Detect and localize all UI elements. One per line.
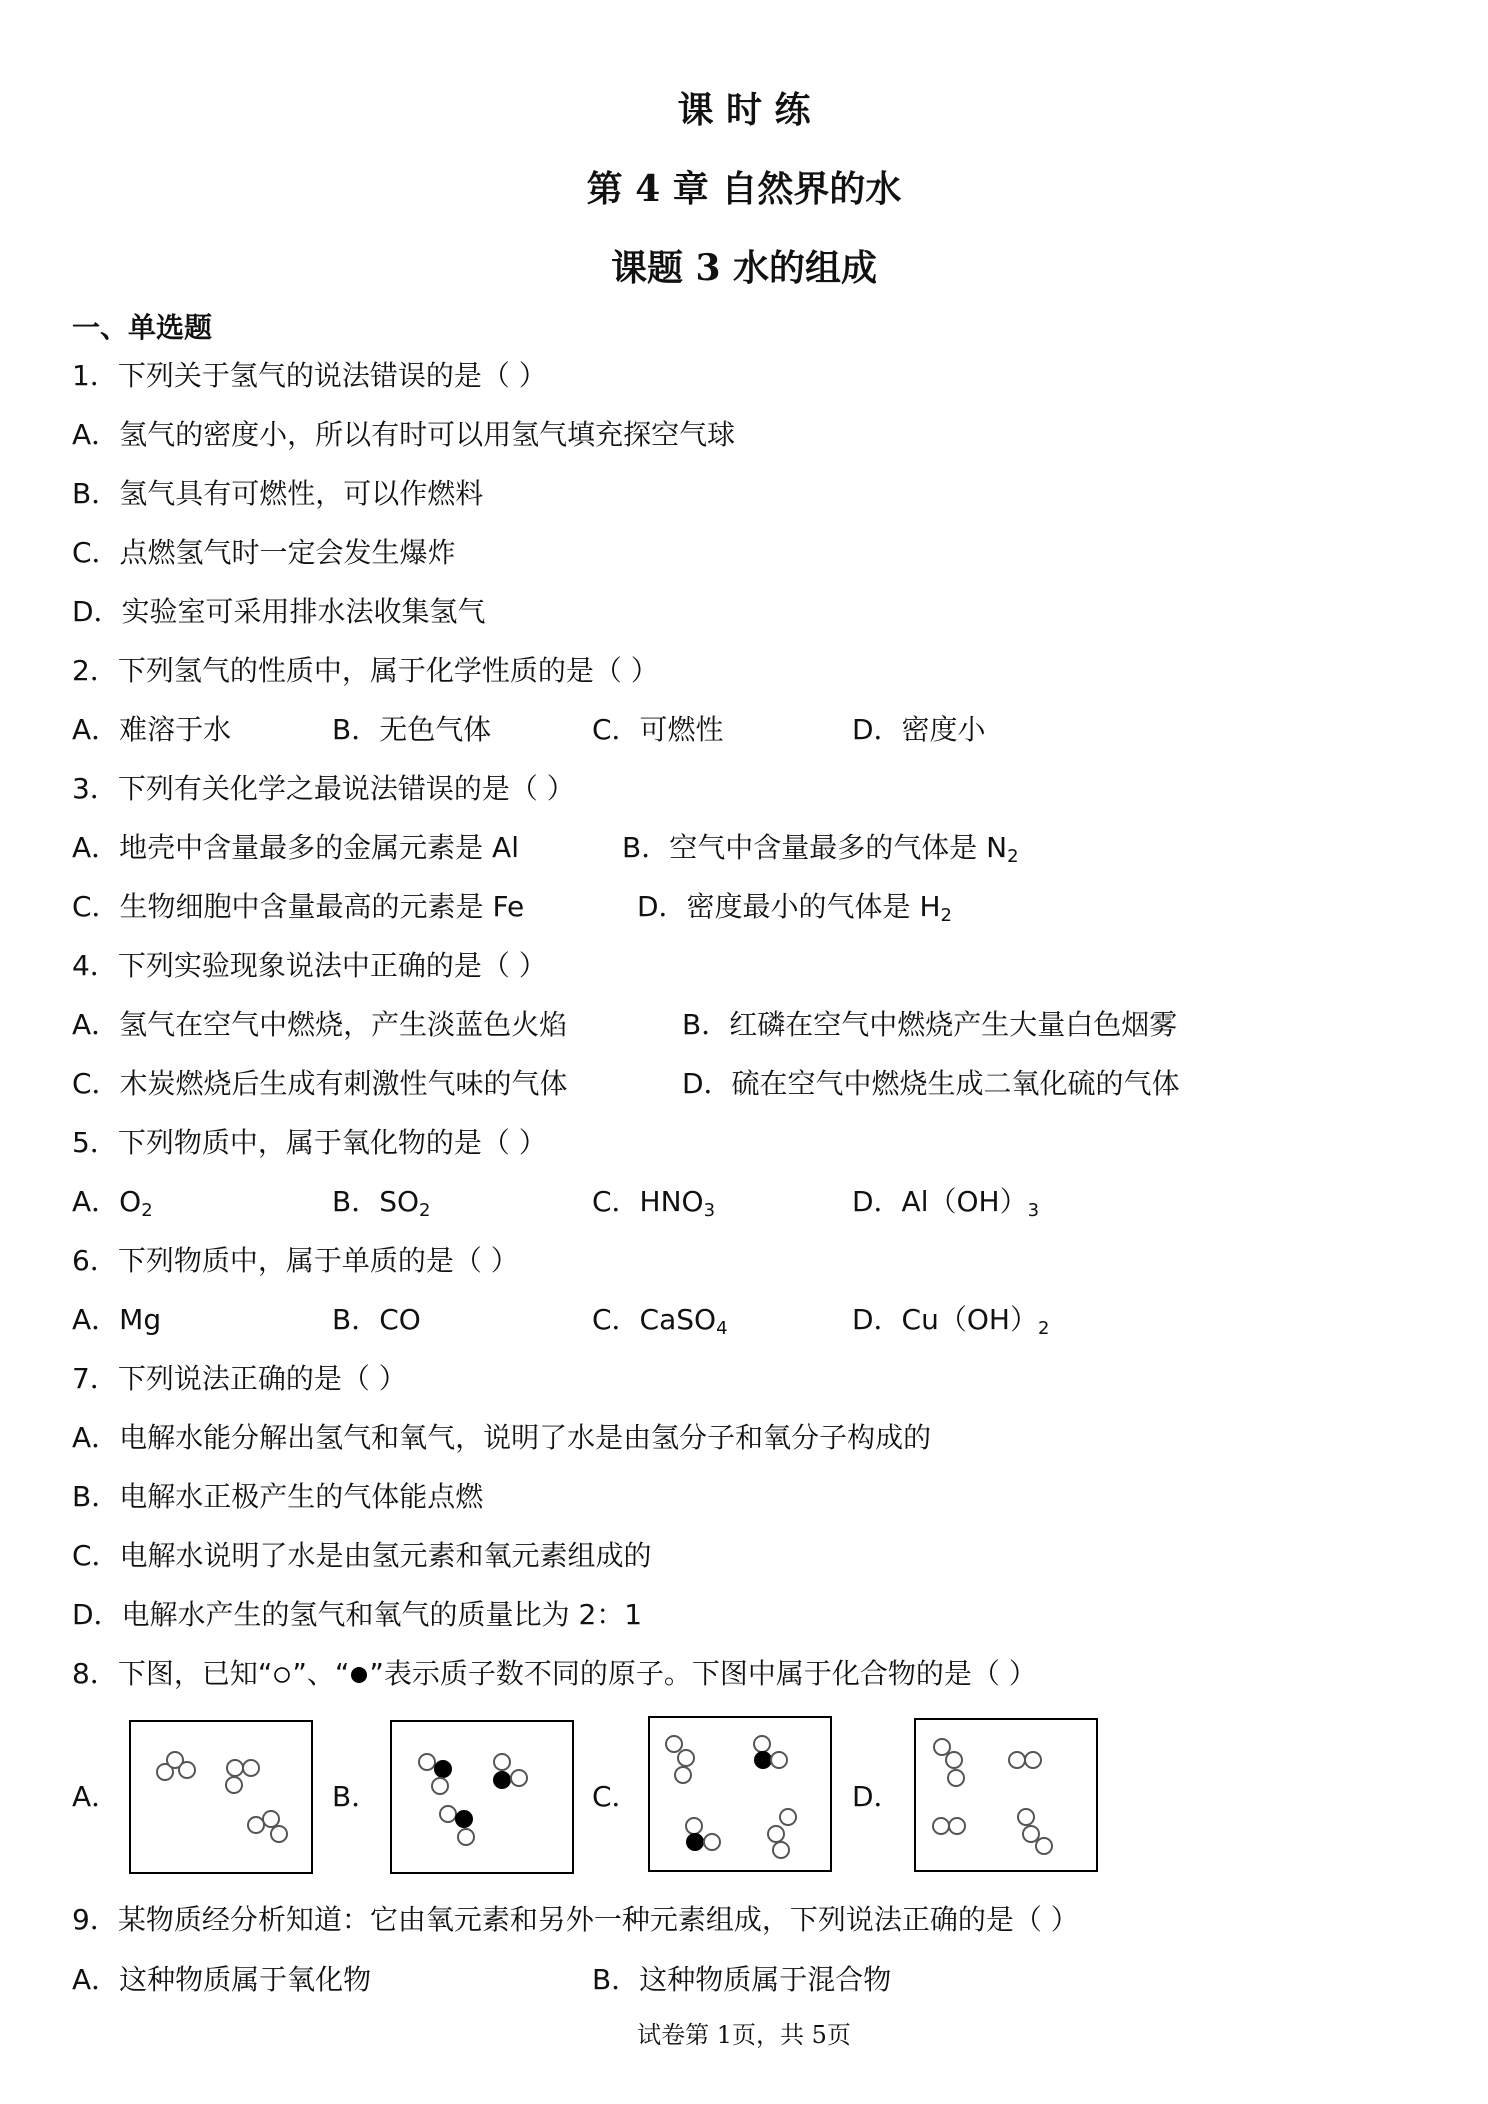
question-6-option-d: D．$Cu(OH)_2$	[852, 1303, 1050, 1339]
question-8-label-a: A．	[72, 1780, 120, 1813]
atom	[179, 1762, 195, 1778]
molecule-diagram-c	[648, 1716, 832, 1872]
question-1-option-c: C．点燃氢气时一定会发生爆炸	[72, 536, 456, 569]
question-2-option-c: C．可燃性	[592, 713, 724, 746]
question-2-option-b: B．无色气体	[332, 713, 492, 746]
atom	[511, 1770, 527, 1786]
question-4-stem: 4．下列实验现象说法中正确的是（ ）	[72, 949, 547, 982]
question-5-stem: 5．下列物质中，属于氧化物的是（ ）	[72, 1126, 547, 1159]
question-2-stem: 2．下列氢气的性质中，属于化学性质的是（ ）	[72, 654, 659, 687]
question-8-label-c: C．	[592, 1780, 640, 1813]
atom	[440, 1806, 456, 1822]
question-7-option-c: C．电解水说明了水是由氢元素和氧元素组成的	[72, 1539, 652, 1572]
atom	[666, 1736, 682, 1752]
section-heading: 一、单选题	[72, 311, 213, 344]
question-5-option-b: B．$SO_2$	[332, 1185, 431, 1221]
atom	[704, 1834, 720, 1850]
atom	[1018, 1809, 1034, 1825]
atom	[243, 1760, 259, 1776]
atom	[686, 1818, 702, 1834]
question-6-stem: 6．下列物质中，属于单质的是（ ）	[72, 1244, 519, 1277]
question-9-stem: 9．某物质经分析知道：它由氧元素和另外一种元素组成，下列说法正确的是（ ）	[72, 1903, 1079, 1936]
question-9-option-b: B．这种物质属于混合物	[592, 1963, 892, 1996]
atom	[768, 1826, 784, 1842]
atom	[271, 1826, 287, 1842]
atom	[933, 1818, 949, 1834]
atom	[435, 1761, 451, 1777]
atom	[419, 1754, 435, 1770]
atom	[432, 1778, 448, 1794]
atom	[773, 1842, 789, 1858]
question-5-option-c: C．$HNO_3$	[592, 1185, 716, 1221]
molecule-diagram-d	[914, 1718, 1098, 1872]
atom	[946, 1752, 962, 1768]
atom	[678, 1750, 694, 1766]
question-1-option-a: A．氢气的密度小，所以有时可以用氢气填充探空气球	[72, 418, 736, 451]
question-2-option-d: D．密度小	[852, 713, 986, 746]
question-2-option-a: A．难溶于水	[72, 713, 232, 746]
question-4-option-b: B．红磷在空气中燃烧产生大量白色烟雾	[682, 1008, 1178, 1041]
question-8-label-b: B．	[332, 1780, 380, 1813]
atom	[780, 1809, 796, 1825]
question-7-stem: 7．下列说法正确的是（ ）	[72, 1362, 407, 1395]
question-7-option-a: A．电解水能分解出氢气和氧气，说明了水是由氢分子和氧分子构成的	[72, 1421, 932, 1454]
chapter-title: 第 4 章 自然界的水	[586, 168, 902, 210]
question-8-stem: 8．下图，已知“ ”、“ ”表示质子数不同的原子。下图中属于化合物的是（ ）	[72, 1657, 1037, 1690]
question-1-option-d: D．实验室可采用排水法收集氢气	[72, 595, 486, 628]
atom	[494, 1754, 510, 1770]
molecule-diagram-a	[129, 1720, 313, 1874]
atom	[771, 1752, 787, 1768]
atom	[687, 1834, 703, 1850]
question-4-option-c: C．木炭燃烧后生成有刺激性气味的气体	[72, 1067, 568, 1100]
atom	[494, 1772, 510, 1788]
question-3-option-b: B．空气中含量最多的气体是 $N_2$	[622, 831, 1019, 867]
question-1-option-b: B．氢气具有可燃性，可以作燃料	[72, 477, 484, 510]
question-9-option-a: A．这种物质属于氧化物	[72, 1963, 372, 1996]
atom	[1023, 1826, 1039, 1842]
question-3-option-c: C．生物细胞中含量最高的元素是 Fe	[72, 890, 525, 923]
atom	[226, 1777, 242, 1793]
question-3-option-d: D．密度最小的气体是 $H_2$	[637, 890, 952, 926]
atom	[754, 1736, 770, 1752]
question-3-option-a: A．地壳中含量最多的金属元素是 Al	[72, 831, 519, 864]
question-7-option-d: D．电解水产生的氢气和氧气的质量比为 2：1	[72, 1598, 643, 1631]
question-1-stem: 1．下列关于氢气的说法错误的是（ ）	[72, 359, 547, 392]
atom	[948, 1770, 964, 1786]
question-4-option-d: D．硫在空气中燃烧生成二氧化硫的气体	[682, 1067, 1180, 1100]
atom	[456, 1811, 472, 1827]
page-footer: 试卷第 1页，共 5页	[637, 2021, 851, 2049]
atom	[949, 1818, 965, 1834]
atom	[458, 1829, 474, 1845]
question-6-option-c: C．CaSO$_4$	[592, 1303, 728, 1339]
molecule-diagram-b	[390, 1720, 574, 1874]
atom	[248, 1817, 264, 1833]
solid-atom-icon	[349, 1665, 369, 1685]
atom	[1036, 1838, 1052, 1854]
atom	[1009, 1752, 1025, 1768]
atom	[934, 1739, 950, 1755]
question-5-option-d: D．$Al(OH)_3$	[852, 1185, 1040, 1221]
atom	[227, 1760, 243, 1776]
question-5-option-a: A．$O_2$	[72, 1185, 153, 1221]
atom	[1025, 1752, 1041, 1768]
question-6-option-a: A．Mg	[72, 1303, 162, 1336]
atom	[675, 1767, 691, 1783]
question-8-label-d: D．	[852, 1780, 902, 1813]
atom	[755, 1752, 771, 1768]
question-4-option-a: A．氢气在空气中燃烧，产生淡蓝色火焰	[72, 1008, 568, 1041]
atom	[263, 1811, 279, 1827]
page-title: 课 时 练	[677, 89, 811, 131]
question-3-stem: 3．下列有关化学之最说法错误的是（ ）	[72, 772, 575, 805]
question-7-option-b: B．电解水正极产生的气体能点燃	[72, 1480, 484, 1513]
lesson-title: 课题 3 水的组成	[610, 247, 878, 289]
question-6-option-b: B．CO	[332, 1303, 421, 1336]
hollow-atom-icon	[272, 1665, 292, 1685]
